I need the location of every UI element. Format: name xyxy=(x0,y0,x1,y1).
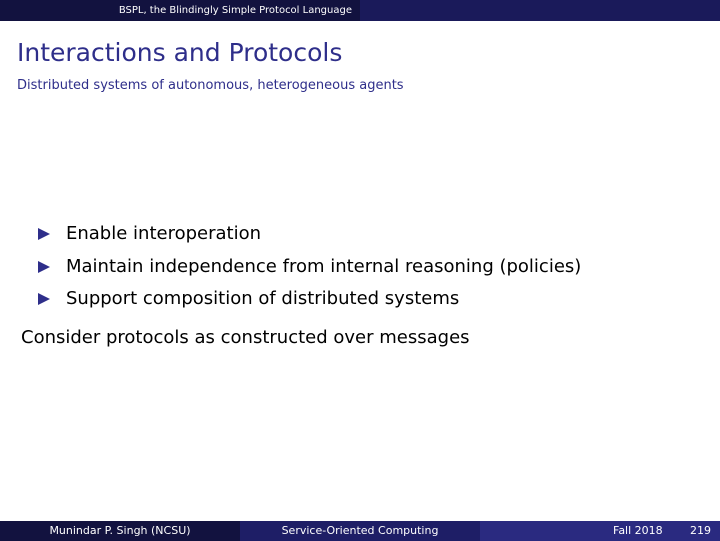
bullet-text: Support composition of distributed systems xyxy=(66,288,460,309)
bullet-text: Maintain independence from internal reasoning (policies) xyxy=(66,255,582,277)
slide-subtitle: Distributed systems of autonomous, heterogeneous agents xyxy=(17,78,404,93)
bullet-text: Enable interoperation xyxy=(66,223,262,244)
footer-info xyxy=(480,521,720,541)
triangle-bullet-icon xyxy=(38,261,50,273)
bullet-list xyxy=(38,222,581,320)
slide-title: Interactions and Protocols xyxy=(17,38,343,67)
triangle-bullet-icon xyxy=(38,293,50,305)
triangle-bullet-icon xyxy=(38,228,50,240)
footer-date: Fall 2018 xyxy=(613,524,663,537)
header-section-title: BSPL, the Blindingly Simple Protocol Language xyxy=(0,0,360,21)
bullet-item xyxy=(38,255,581,288)
slide-paragraph: Consider protocols as constructed over messages xyxy=(21,327,470,348)
footer-page-number: 219 xyxy=(690,524,711,537)
header-bar xyxy=(0,0,720,21)
bullet-item xyxy=(38,222,581,255)
footer-bar xyxy=(0,521,720,541)
bullet-item xyxy=(38,287,581,320)
footer-course: Service-Oriented Computing xyxy=(240,521,480,541)
footer-author: Munindar P. Singh (NCSU) xyxy=(0,521,240,541)
